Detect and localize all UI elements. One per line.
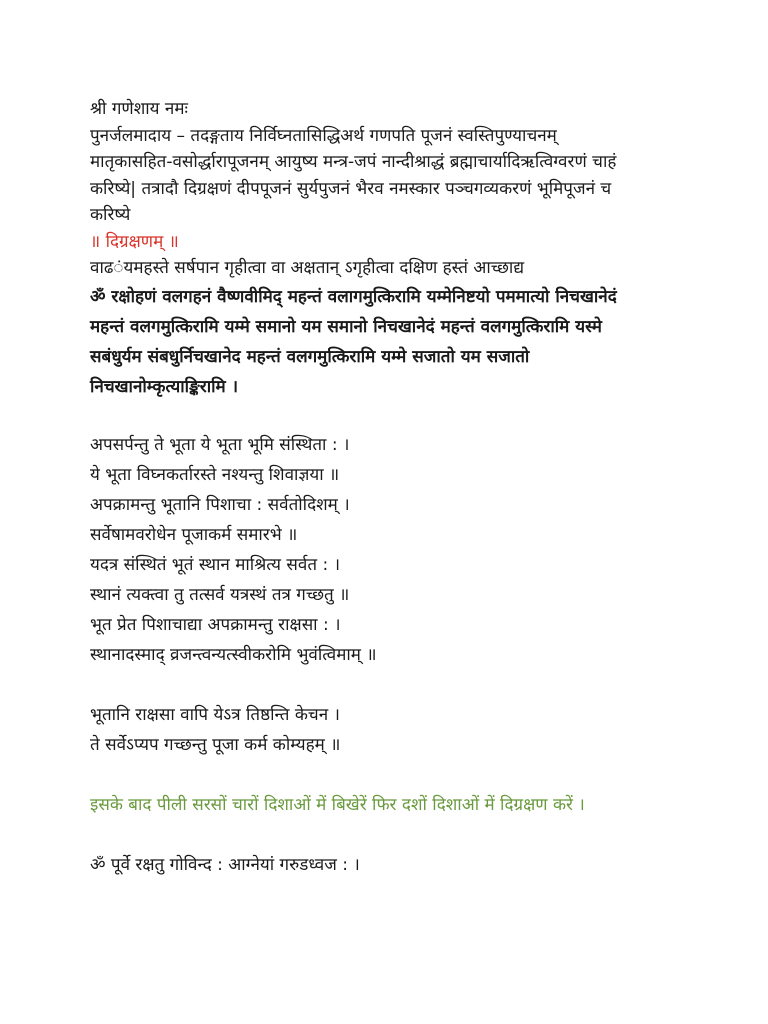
instruction-note: इसके बाद पीली सरसों चारों दिशाओं में बिखेरें फिर दशों दिशाओं में दिग्रक्षण करें । — [90, 794, 585, 815]
mantra-line: महन्तं वलगमुत्किरामि यम्मे समानो यम समानो निचखानेदं महन्तं वलगमुत्किरामि यस्मे — [90, 316, 602, 337]
verse-line: ये भूता विघ्नकर्तारस्ते नश्यन्तु शिवाज्ञया ॥ — [90, 464, 340, 485]
verse-line: भूतानि राक्षसा वापि येऽत्र तिष्ठन्ति केचन । — [90, 704, 341, 725]
instruction-line: वाढ◌ंयमहस्ते सर्षपान गृहीत्वा वा अक्षतान् ऽगृहीत्वा दक्षिण हस्तं आच्छाद्य — [90, 258, 525, 278]
spacer — [90, 402, 750, 430]
spacer — [90, 670, 750, 700]
verse-line: स्थानादस्माद् व्रजन्त्वन्यत्स्वीकरोमि भुवंत्विमाम् ॥ — [90, 644, 377, 665]
verse-line: अपक्रामन्तु भूतानि पिशाचा : सर्वतोदिशम् । — [90, 494, 350, 515]
intro-line: पुनर्जलमादाय – तदङ्गताय निर्विघ्नतासिद्धिअर्थ गणपति पूजनं स्वस्तिपुण्याचनम् — [90, 125, 557, 146]
mantra-line: ॐ रक्षोहणं वलगहनं वैष्णवीमिद् महन्तं वलागमुत्किरामि यम्मेनिष्टयो पममात्यो निचखानेदं — [90, 286, 617, 307]
verse-line: अपसर्पन्तु ते भूता ये भूता भूमि संस्थिता : । — [90, 434, 350, 455]
verse-line: भूत प्रेत पिशाचाद्या अपक्रामन्तु राक्षसा : । — [90, 614, 341, 635]
intro-line: करिष्ये| तत्रादौ दिग्रक्षणं दीपपूजनं सुर्यपुजनं भैरव नमस्कार पञ्चगव्यकरणं भूमिपूजनं च — [90, 178, 612, 199]
spacer — [90, 760, 750, 790]
intro-line: करिष्ये — [90, 205, 131, 225]
invocation-line: श्री गणेशाय नमः — [90, 99, 188, 119]
section-heading: ॥ दिग्रक्षणम् ॥ — [90, 231, 179, 252]
document-page — [90, 96, 750, 880]
verse-line: ॐ पूर्वे रक्षतु गोविन्द : आग्नेयां गरुडध्वज : । — [90, 854, 360, 875]
mantra-line: निचखानोम्कृत्याङ्किरामि । — [90, 376, 239, 397]
verse-line: स्थानं त्यक्त्वा तु तत्सर्व यत्रस्थं तत्र गच्छतु ॥ — [90, 584, 350, 605]
verse-line: सर्वेषामवरोधेन पूजाकर्म समारभे ॥ — [90, 524, 298, 545]
mantra-line: सबंधुर्यम संबधुर्निचखानेद महन्तं वलगमुत्किरामि यम्मे सजातो यम सजातो — [90, 346, 530, 367]
intro-line: मातृकासहित-वसोर्द्धारापूजनम् आयुष्य मन्त्र-जपं नान्दीश्राद्धं ब्रह्माचार्यादिऋत्विग्वरणं चाहं — [90, 152, 617, 172]
spacer — [90, 820, 750, 850]
verse-line: यदत्र संस्थितं भूतं स्थान माश्रित्य सर्वत : । — [90, 554, 341, 575]
verse-line: ते सर्वेऽप्यप गच्छन्तु पूजा कर्म कोम्यहम् ॥ — [90, 734, 341, 755]
